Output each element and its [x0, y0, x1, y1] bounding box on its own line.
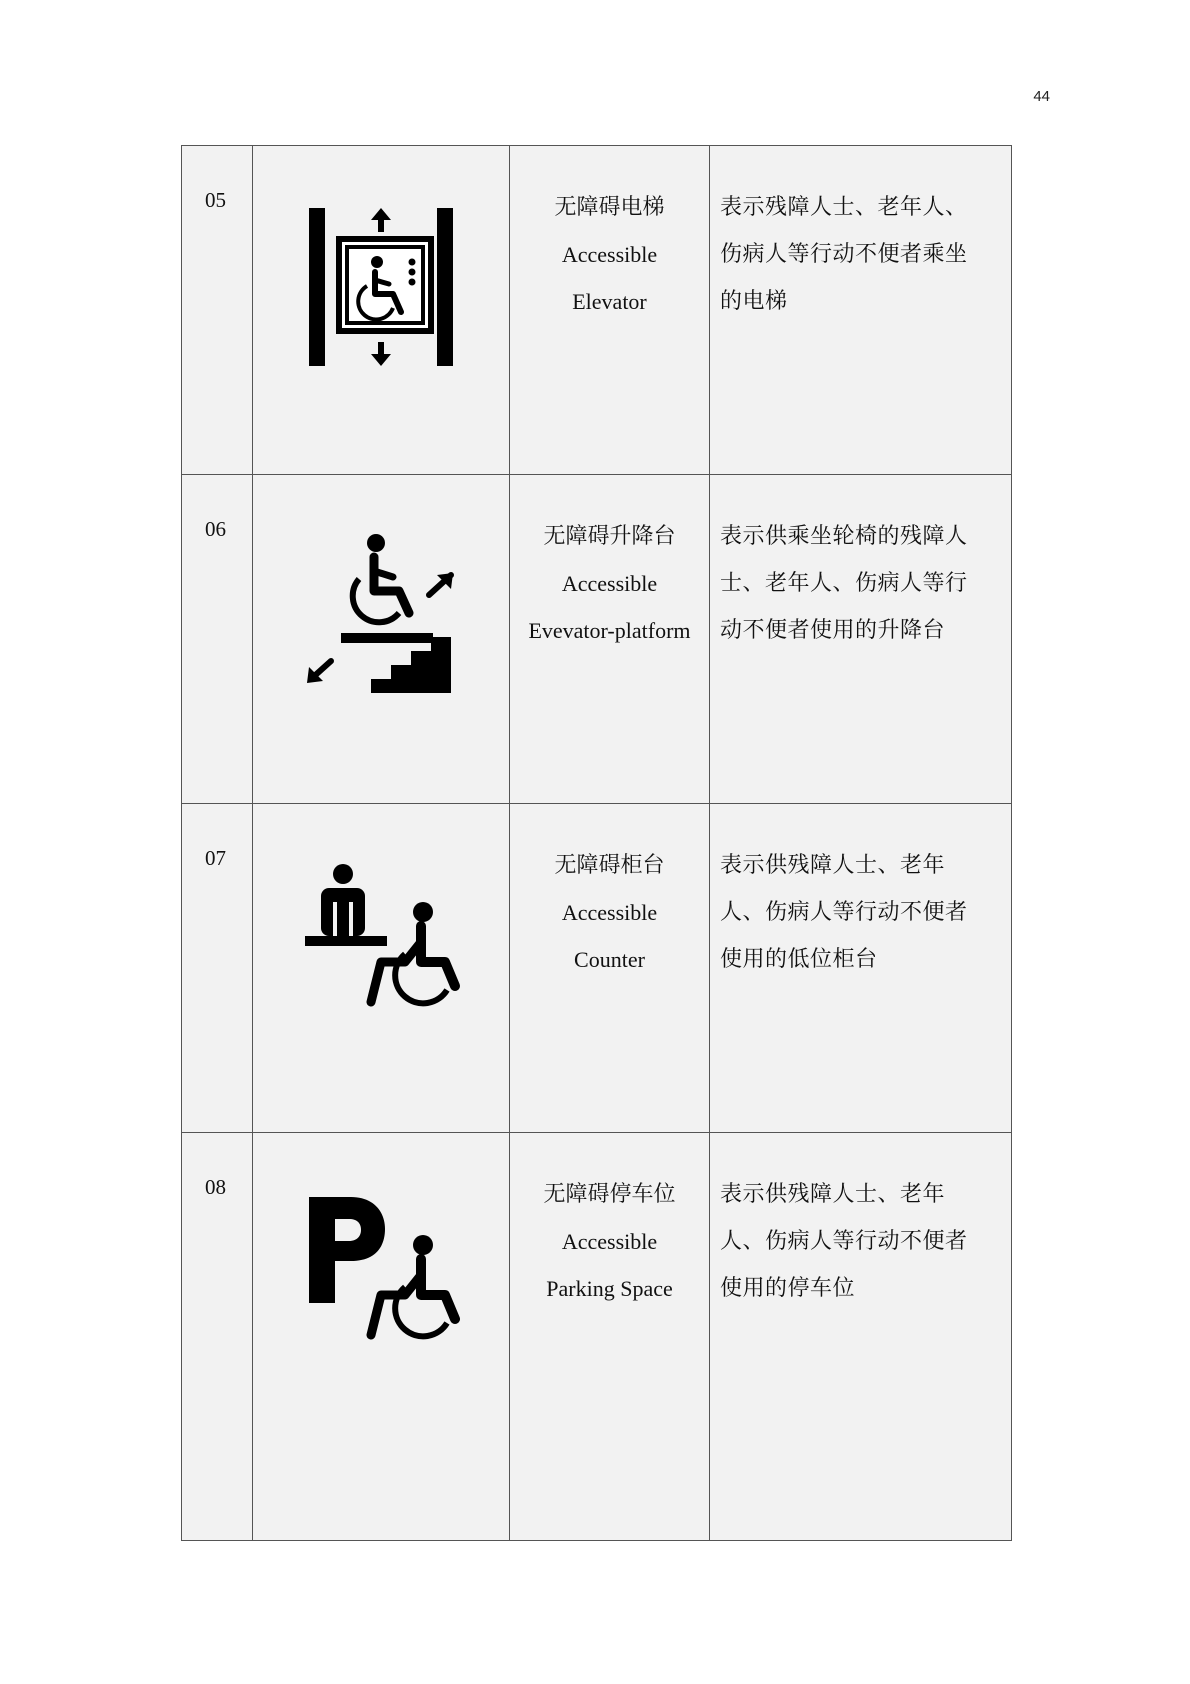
description-line: 表示供乘坐轮椅的残障人	[720, 524, 968, 549]
accessibility-signs-table	[181, 145, 1012, 1541]
description-line: 动不便者使用的升降台	[720, 618, 946, 643]
sign-name-en: Accessible	[561, 242, 658, 267]
accessible-counter-icon	[301, 862, 471, 1032]
sign-name-zh: 无障碍停车位	[543, 1182, 676, 1207]
sign-name-en: Accessible	[561, 900, 658, 925]
description-line: 人、伤病人等行动不便者	[720, 900, 968, 925]
sign-description	[710, 146, 1012, 475]
description-line: 伤病人等行动不便者乘坐	[720, 242, 968, 267]
sign-name-zh: 无障碍电梯	[554, 195, 665, 220]
row-number: 05	[182, 146, 253, 475]
description-line: 表示供残障人士、老年	[720, 1182, 946, 1207]
sign-name-zh: 无障碍柜台	[554, 853, 665, 878]
accessible-platform-lift-icon	[301, 533, 471, 703]
row-number: 08	[182, 1133, 253, 1541]
sign-name-en: Accessible	[561, 571, 658, 596]
description-line: 使用的低位柜台	[720, 947, 878, 972]
table-row	[182, 146, 1012, 475]
sign-description	[710, 1133, 1012, 1541]
table-row	[182, 804, 1012, 1133]
table-row	[182, 475, 1012, 804]
row-number: 06	[182, 475, 253, 804]
sign-name-en: Elevator	[572, 289, 647, 314]
description-line: 士、老年人、伤病人等行	[720, 571, 968, 596]
sign-description	[710, 475, 1012, 804]
sign-name-en: Evevator-platform	[528, 618, 691, 643]
row-number: 07	[182, 804, 253, 1133]
description-line: 的电梯	[720, 289, 788, 314]
sign-description	[710, 804, 1012, 1133]
sign-name-en: Counter	[574, 947, 645, 972]
sign-name-zh: 无障碍升降台	[543, 524, 676, 549]
sign-name-en: Accessible	[561, 1229, 658, 1254]
page-number: 44	[1033, 88, 1050, 105]
table-row	[182, 1133, 1012, 1541]
description-line: 使用的停车位	[720, 1276, 856, 1301]
accessible-elevator-icon	[301, 204, 461, 374]
description-line: 人、伤病人等行动不便者	[720, 1229, 968, 1254]
sign-name-en: Parking Space	[546, 1276, 673, 1301]
description-line: 表示残障人士、老年人、	[720, 195, 968, 220]
accessible-parking-icon	[301, 1191, 471, 1361]
description-line: 表示供残障人士、老年	[720, 853, 946, 878]
